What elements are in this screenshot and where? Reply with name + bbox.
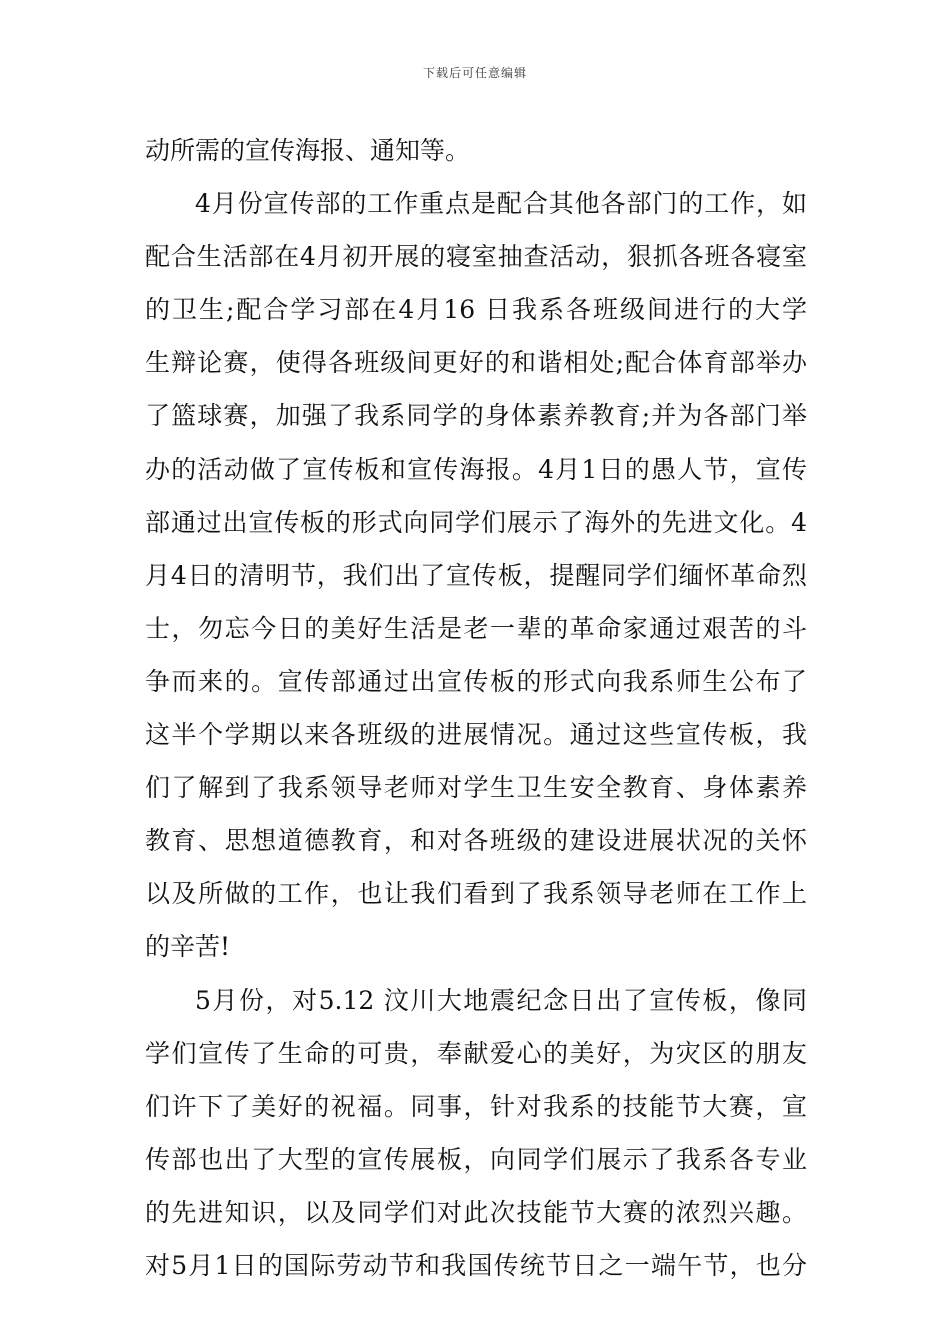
text-line: 传部也出了大型的宣传展板，向同学们展示了我系各专业: [145, 1144, 807, 1174]
text-line: 的卫生;配合学习部在4月16 日我系各班级间进行的大学: [145, 295, 807, 325]
text-line: 5月份，对5.12 汶川大地震纪念日出了宣传板，像同: [195, 985, 807, 1015]
text-line: 部通过出宣传板的形式向同学们展示了海外的先进文化。4: [145, 507, 807, 537]
text-line: 这半个学期以来各班级的进展情况。通过这些宣传板，我: [145, 720, 807, 750]
text-line: 的先进知识，以及同学们对此次技能节大赛的浓烈兴趣。: [145, 1197, 807, 1227]
text-line: 月4日的清明节，我们出了宣传板，提醒同学们缅怀革命烈: [145, 560, 807, 590]
text-line: 配合生活部在4月初开展的寝室抽查活动，狠抓各班各寝室: [145, 242, 807, 272]
document-body: [145, 124, 807, 1292]
text-line: 的辛苦!: [145, 932, 231, 962]
text-line: 4月份宣传部的工作重点是配合其他各部门的工作，如: [195, 189, 807, 219]
text-line: 动所需的宣传海报、通知等。: [145, 136, 471, 165]
text-line: 们许下了美好的祝福。同事，针对我系的技能节大赛，宣: [145, 1091, 807, 1121]
text-line: 了篮球赛，加强了我系同学的身体素养教育;并为各部门举: [145, 401, 807, 431]
text-line: 生辩论赛，使得各班级间更好的和谐相处;配合体育部举办: [145, 348, 807, 378]
text-line: 教育、思想道德教育，和对各班级的建设进展状况的关怀: [145, 826, 807, 856]
text-line: 办的活动做了宣传板和宣传海报。4月1日的愚人节，宣传: [145, 454, 807, 484]
text-line: 争而来的。宣传部通过出宣传板的形式向我系师生公布了: [145, 666, 807, 696]
text-line: 士，勿忘今日的美好生活是老一辈的革命家通过艰苦的斗: [145, 613, 807, 643]
page-header: 下载后可任意编辑: [422, 66, 527, 80]
text-line: 学们宣传了生命的可贵，奉献爱心的美好，为灾区的朋友: [145, 1038, 807, 1068]
text-line: 对5月1日的国际劳动节和我国传统节日之一端午节，也分: [145, 1250, 807, 1280]
text-line: 们了解到了我系领导老师对学生卫生安全教育、身体素养: [145, 773, 807, 803]
text-line: 以及所做的工作，也让我们看到了我系领导老师在工作上: [145, 879, 807, 909]
